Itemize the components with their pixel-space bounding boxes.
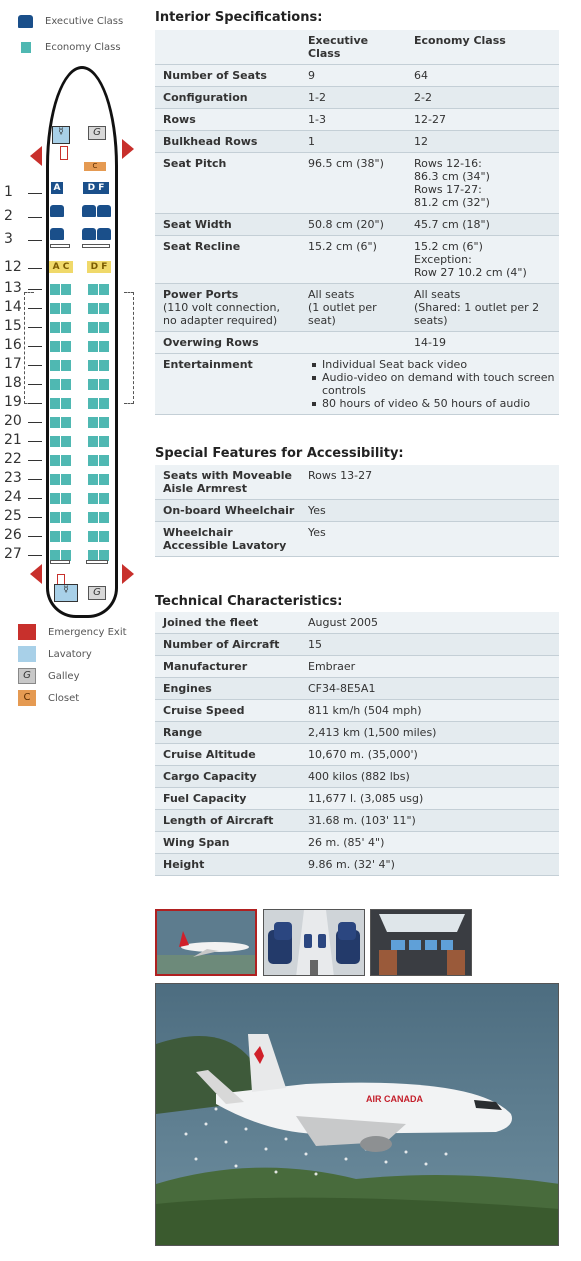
front-right-exit-icon (122, 139, 134, 159)
economy-seat[interactable] (61, 341, 71, 352)
exec-letter-right: D F (83, 182, 109, 194)
technical-row (155, 656, 559, 678)
technical-title: Technical Characteristics: (155, 594, 343, 609)
accessibility-row-value: Yes (300, 500, 559, 522)
entertainment-row (155, 354, 559, 415)
interior-row-label-text: Configuration (163, 91, 248, 104)
interior-row (155, 65, 559, 87)
technical-row (155, 700, 559, 722)
row-label: 19 (4, 394, 40, 410)
economy-seat[interactable] (61, 512, 71, 523)
interior-econ-value: 2-2 (406, 87, 559, 109)
legend-economy (18, 42, 121, 53)
bulkhead-left (50, 244, 70, 248)
row-label: 15 (4, 318, 40, 334)
entertainment-item: 80 hours of video & 50 hours of audio (308, 397, 555, 410)
economy-seat[interactable] (99, 512, 109, 523)
economy-seat[interactable] (99, 531, 109, 542)
row-label: 3 (4, 231, 40, 247)
technical-row (155, 744, 559, 766)
exterior-thumb-image (157, 911, 257, 976)
legend-lavatory (18, 646, 92, 662)
accessibility-title: Special Features for Accessibility: (155, 446, 404, 461)
wing-right-outline (124, 292, 134, 404)
accessibility-row (155, 500, 559, 522)
economy-seat[interactable] (50, 322, 60, 333)
interior-row (155, 236, 559, 284)
economy-seat[interactable] (99, 341, 109, 352)
interior-econ-line: 15.2 cm (6") (414, 240, 483, 253)
row-label: 26 (4, 527, 40, 543)
interior-exec-line: All seats (308, 288, 355, 301)
accessibility-table (155, 465, 559, 557)
thumbnail-cockpit[interactable] (370, 909, 472, 976)
interior-exec-value (300, 332, 406, 354)
interior-row-label-text: Bulkhead Rows (163, 135, 258, 148)
technical-row-value: 811 km/h (504 mph) (300, 700, 559, 722)
lavatory-icon (18, 646, 36, 662)
interior-econ-value: 12 (406, 131, 559, 153)
interior-row (155, 87, 559, 109)
interior-row-label-text: Overwing Rows (163, 336, 259, 349)
row-label: 20 (4, 413, 40, 429)
rear-right-exit-icon (122, 564, 134, 584)
row-label: 21 (4, 432, 40, 448)
interior-row-label-text: Number of Seats (163, 69, 267, 82)
seat-3d[interactable] (82, 228, 96, 240)
interior-row-label (155, 236, 300, 284)
closet-icon: C (84, 162, 106, 171)
entertainment-item: Individual Seat back video (308, 358, 555, 371)
interior-econ-line: All seats (414, 288, 461, 301)
closet-legend-icon: C (18, 690, 36, 706)
technical-row (155, 832, 559, 854)
technical-row (155, 788, 559, 810)
economy-seat[interactable] (99, 303, 109, 314)
technical-row-value: 11,677 l. (3,085 usg) (300, 788, 559, 810)
technical-row (155, 722, 559, 744)
interior-econ-value (406, 153, 559, 214)
row-label: 22 (4, 451, 40, 467)
economy-seat[interactable] (50, 474, 60, 485)
interior-row (155, 131, 559, 153)
economy-seat[interactable] (61, 474, 71, 485)
economy-seat[interactable] (88, 341, 98, 352)
accessibility-row-label: Seats with Moveable Aisle Armrest (155, 465, 300, 500)
row-label: 18 (4, 375, 40, 391)
exec-letter-left: A (51, 182, 63, 194)
seat-2a[interactable] (50, 205, 64, 217)
technical-row-label: Joined the fleet (155, 612, 300, 634)
technical-row-value: 10,670 m. (35,000') (300, 744, 559, 766)
row-label: 25 (4, 508, 40, 524)
row-label: 12 (4, 259, 40, 275)
economy-seat[interactable] (88, 322, 98, 333)
economy-seat[interactable] (50, 360, 60, 371)
cockpit-thumb-image (371, 910, 472, 976)
seat-map-panel (0, 0, 150, 720)
technical-row-label: Cruise Altitude (155, 744, 300, 766)
econ-letter-left: A C (49, 261, 73, 273)
entertainment-label: Entertainment (155, 354, 300, 415)
economy-seat[interactable] (88, 303, 98, 314)
interior-row-label (155, 131, 300, 153)
interior-exec-value: 1-3 (300, 109, 406, 131)
technical-row-label: Number of Aircraft (155, 634, 300, 656)
legend-galley (18, 668, 80, 684)
economy-seat[interactable] (61, 360, 71, 371)
economy-seat[interactable] (88, 417, 98, 428)
row-label: 16 (4, 337, 40, 353)
accessibility-row-value: Yes (300, 522, 559, 557)
economy-seat[interactable] (88, 474, 98, 485)
interior-econ-line: Rows 17-27: (414, 183, 482, 196)
economy-seat[interactable] (88, 360, 98, 371)
economy-seat[interactable] (99, 417, 109, 428)
interior-header-row (155, 30, 559, 65)
interior-exec-value: 9 (300, 65, 406, 87)
economy-seat[interactable] (50, 512, 60, 523)
technical-row-value: Embraer (300, 656, 559, 678)
econ-letter-right: D F (87, 261, 111, 273)
bulkhead-right (82, 244, 110, 248)
interior-row-label-sub: (110 volt connection, no adapter required) (163, 301, 280, 327)
row-label: 1 (4, 184, 40, 200)
economy-seat[interactable] (50, 531, 60, 542)
row-label: 14 (4, 299, 40, 315)
accessibility-row (155, 522, 559, 557)
technical-row-label: Cargo Capacity (155, 766, 300, 788)
economy-seat[interactable] (61, 531, 71, 542)
thumbnail-exterior[interactable] (155, 909, 257, 976)
economy-seat[interactable] (61, 436, 71, 447)
technical-row (155, 810, 559, 832)
technical-row (155, 766, 559, 788)
economy-seat[interactable] (99, 284, 109, 295)
economy-seat[interactable] (50, 398, 60, 409)
interior-row-label (155, 109, 300, 131)
economy-seat[interactable] (50, 417, 60, 428)
rear-divider-left (50, 560, 70, 564)
rear-galley-icon: G (88, 586, 106, 600)
economy-seat[interactable] (61, 379, 71, 390)
economy-seat[interactable] (50, 379, 60, 390)
interior-econ-line: (Shared: 1 outlet per 2 seats) (414, 301, 540, 327)
front-lavatory-icon: ☿ (52, 126, 70, 144)
rear-left-exit-icon (30, 564, 42, 584)
economy-seat[interactable] (99, 379, 109, 390)
galley-icon: G (18, 668, 36, 684)
interior-row (155, 214, 559, 236)
technical-row-label: Engines (155, 678, 300, 700)
interior-row-label (155, 284, 300, 332)
technical-row-label: Height (155, 854, 300, 876)
economy-seat[interactable] (99, 455, 109, 466)
accessibility-row-label: On-board Wheelchair (155, 500, 300, 522)
interior-row-label-text: Rows (163, 113, 196, 126)
legend-economy-label: Economy Class (45, 42, 121, 53)
rear-divider-right (86, 560, 108, 564)
interior-row (155, 332, 559, 354)
interior-econ-value: 45.7 cm (18") (406, 214, 559, 236)
technical-table (155, 612, 559, 876)
economy-seat[interactable] (99, 360, 109, 371)
technical-row-value: 2,413 km (1,500 miles) (300, 722, 559, 744)
technical-row (155, 678, 559, 700)
technical-row-label: Range (155, 722, 300, 744)
cabin-thumb-image (264, 910, 365, 976)
economy-seat[interactable] (50, 436, 60, 447)
economy-seat[interactable] (99, 493, 109, 504)
economy-seat[interactable] (88, 455, 98, 466)
interior-row-label (155, 153, 300, 214)
emergency-exit-icon (18, 624, 36, 640)
economy-seat[interactable] (50, 303, 60, 314)
front-left-exit-icon (30, 146, 42, 166)
executive-seat-icon (18, 15, 33, 28)
interior-row (155, 284, 559, 332)
col-economy: Economy Class (406, 30, 559, 65)
economy-seat[interactable] (61, 284, 71, 295)
front-galley-icon: G (88, 126, 106, 140)
economy-seat[interactable] (61, 303, 71, 314)
accessibility-row-value: Rows 13-27 (300, 465, 559, 500)
interior-exec-value (300, 284, 406, 332)
interior-econ-line: 86.3 cm (34") (414, 170, 490, 183)
row-label: 27 (4, 546, 40, 562)
legend-closet (18, 690, 79, 706)
economy-seat[interactable] (61, 398, 71, 409)
accessibility-row-label: Wheelchair Accessible Lavatory (155, 522, 300, 557)
col-executive: Executive Class (300, 30, 406, 65)
technical-row-label: Length of Aircraft (155, 810, 300, 832)
seat-3a[interactable] (50, 228, 64, 240)
aircraft-photo (155, 983, 559, 1246)
thumbnail-cabin[interactable] (263, 909, 365, 976)
row-label: 23 (4, 470, 40, 486)
interior-econ-value (406, 236, 559, 284)
legend-galley-label: Galley (48, 670, 80, 682)
accessibility-row (155, 465, 559, 500)
interior-econ-line: Exception: (414, 253, 472, 266)
economy-seat[interactable] (61, 322, 71, 333)
interior-econ-value: 14-19 (406, 332, 559, 354)
row-label: 2 (4, 208, 40, 224)
economy-seat[interactable] (50, 493, 60, 504)
economy-seat[interactable] (50, 341, 60, 352)
interior-econ-value: 12-27 (406, 109, 559, 131)
legend-lavatory-label: Lavatory (48, 648, 92, 660)
interior-exec-line: (1 outlet per seat) (308, 301, 377, 327)
row-label: 24 (4, 489, 40, 505)
interior-econ-value (406, 284, 559, 332)
economy-seat[interactable] (88, 398, 98, 409)
economy-seat[interactable] (50, 284, 60, 295)
row-label: 17 (4, 356, 40, 372)
economy-seat[interactable] (88, 531, 98, 542)
interior-row-label (155, 65, 300, 87)
technical-row (155, 854, 559, 876)
economy-seat[interactable] (88, 379, 98, 390)
interior-row-label-text: Seat Pitch (163, 157, 227, 170)
entertainment-item: Audio-video on demand with touch screen controls (308, 371, 555, 397)
economy-seat[interactable] (61, 493, 71, 504)
economy-seat[interactable] (88, 436, 98, 447)
interior-econ-line: Row 27 10.2 cm (4") (414, 266, 527, 279)
economy-seat-icon (21, 42, 31, 53)
technical-row-label: Fuel Capacity (155, 788, 300, 810)
technical-row-value: 400 kilos (882 lbs) (300, 766, 559, 788)
interior-exec-value: 1-2 (300, 87, 406, 109)
rear-lavatory-icon: ☿ (54, 584, 78, 602)
interior-row-label (155, 87, 300, 109)
economy-seat[interactable] (99, 398, 109, 409)
technical-row-value: 31.68 m. (103' 11") (300, 810, 559, 832)
technical-row (155, 612, 559, 634)
interior-row (155, 109, 559, 131)
technical-row-label: Cruise Speed (155, 700, 300, 722)
economy-seat[interactable] (61, 455, 71, 466)
technical-row-label: Manufacturer (155, 656, 300, 678)
legend-emergency (18, 624, 127, 640)
interior-econ-line: Rows 12-16: (414, 157, 482, 170)
livery-text: AIR CANADA (366, 1094, 423, 1104)
technical-row-value: August 2005 (300, 612, 559, 634)
interior-row-label-text: Seat Recline (163, 240, 241, 253)
aircraft-seat-map (46, 66, 118, 618)
interior-exec-value: 50.8 cm (20") (300, 214, 406, 236)
legend-executive-label: Executive Class (45, 16, 124, 27)
economy-seat[interactable] (61, 417, 71, 428)
legend-emergency-label: Emergency Exit (48, 626, 127, 638)
interior-table (155, 30, 559, 415)
interior-exec-value: 15.2 cm (6") (300, 236, 406, 284)
interior-econ-line: 81.2 cm (32") (414, 196, 490, 209)
interior-econ-value: 64 (406, 65, 559, 87)
seat-3f[interactable] (97, 228, 111, 240)
technical-row (155, 634, 559, 656)
interior-exec-value: 1 (300, 131, 406, 153)
economy-seat[interactable] (99, 474, 109, 485)
economy-seat[interactable] (88, 493, 98, 504)
technical-row-value: 15 (300, 634, 559, 656)
interior-row-label-text: Seat Width (163, 218, 232, 231)
seat-2d[interactable] (82, 205, 96, 217)
row-label: 13 (4, 280, 40, 296)
technical-row-value: 26 m. (85' 4") (300, 832, 559, 854)
seat-2f[interactable] (97, 205, 111, 217)
economy-seat[interactable] (50, 455, 60, 466)
interior-row-label (155, 214, 300, 236)
interior-exec-value: 96.5 cm (38") (300, 153, 406, 214)
front-galley-box (60, 146, 68, 160)
interior-title: Interior Specifications: (155, 10, 323, 25)
economy-seat[interactable] (99, 436, 109, 447)
technical-row-label: Wing Span (155, 832, 300, 854)
interior-row-label (155, 332, 300, 354)
economy-seat[interactable] (99, 322, 109, 333)
aircraft-photo-image (156, 984, 559, 1246)
technical-row-value: CF34-8E5A1 (300, 678, 559, 700)
legend-closet-label: Closet (48, 692, 80, 704)
legend-executive (18, 15, 123, 28)
economy-seat[interactable] (88, 512, 98, 523)
entertainment-list (308, 358, 555, 410)
interior-row-label-text: Power Ports (163, 288, 239, 301)
interior-row (155, 153, 559, 214)
economy-seat[interactable] (88, 284, 98, 295)
technical-row-value: 9.86 m. (32' 4") (300, 854, 559, 876)
